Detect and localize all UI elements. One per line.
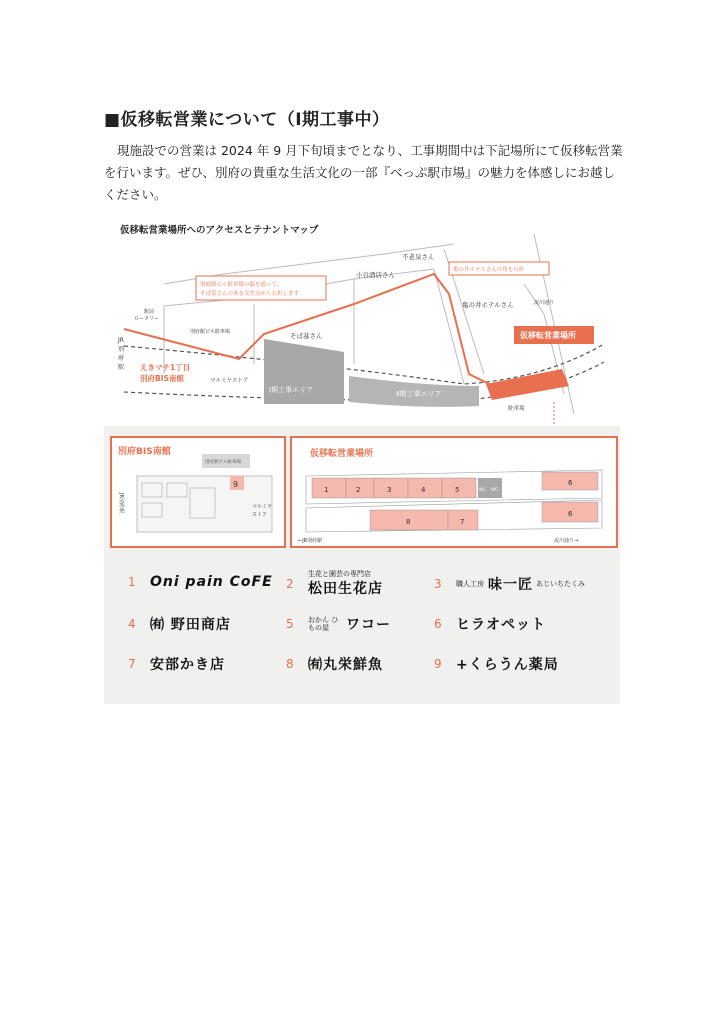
- unit-3-label: 3: [387, 486, 392, 494]
- tenant-6-name: ヒラオペット: [456, 617, 546, 633]
- paragraph-line-2: を行います。ぜひ、別府の貴重な生活文化の一部『べっぷ駅市場』の魅力を体感しにお越し: [104, 165, 616, 180]
- tenant-8-num: 8: [286, 657, 294, 671]
- wc-2-label: WC: [491, 487, 498, 492]
- tenant-3: [434, 574, 589, 594]
- unit-6-bottom-label: 6: [568, 510, 573, 518]
- bis-floor-plan: [112, 438, 284, 546]
- tenant-9-name: +くらうん薬局: [456, 657, 559, 673]
- temp-site-block: [486, 369, 569, 400]
- jr-label-4: 駅: [118, 364, 125, 371]
- tenant-8: [286, 654, 383, 674]
- tenant-3-reading: あじいちたくみ: [536, 580, 585, 588]
- tenant-3-num: 3: [434, 577, 442, 591]
- tenant-5-name: ワコー: [346, 617, 391, 633]
- floor-panel: [104, 426, 620, 704]
- otani-label: 小谷酒店さん: [356, 271, 395, 279]
- bis-parking-label: 別府駅ビル駐車場: [205, 460, 241, 465]
- wc-1-label: WC: [479, 487, 486, 492]
- paragraph-line-3: ください。: [104, 187, 167, 202]
- tenant-1: [128, 574, 273, 590]
- jr-label-1: JR: [118, 337, 124, 344]
- parking-note-2: そば基さんのある交差点から右折します: [200, 291, 300, 297]
- kamenoi-turn-note: 亀の井ホテルさんの角を右折: [453, 267, 525, 273]
- paragraph-line-1: 現施設での営業は 2024 年 9 月下旬頃までとなり、工事期間中は下記場所にて仮移転営業: [117, 143, 623, 158]
- tenant-3-name: 味一匠: [488, 577, 533, 593]
- temp-floor-plan: [292, 438, 616, 546]
- area1-label: Ⅰ期工事エリア: [269, 386, 314, 394]
- rotary-label-2: ロータリー: [134, 316, 160, 322]
- tenant-5-subtitle: おかん ひもの屋: [308, 616, 339, 632]
- section-heading: ■仮移転営業について（Ⅰ期工事中）: [104, 110, 390, 130]
- map-title: 仮移転営業場所へのアクセスとテナントマップ: [120, 225, 319, 236]
- unit-4-label: 4: [421, 486, 426, 494]
- tenant-8-name: ㈲丸栄鮮魚: [308, 657, 383, 673]
- tenant-4-num: 4: [128, 617, 136, 631]
- tenant-2-name: 松田生花店: [308, 581, 383, 597]
- bis-marumiya-1: マルミヤ: [252, 504, 273, 510]
- bis-floor-box: [110, 436, 286, 548]
- tenant-1-num: 1: [128, 575, 136, 589]
- tenant-4: [128, 614, 231, 634]
- to-jr-label: ←JR別府駅: [298, 538, 323, 544]
- tenant-2-subtitle: 生花と園芸の専門店: [308, 570, 371, 578]
- tenant-6-num: 6: [434, 617, 442, 631]
- area2-label: Ⅱ期工事エリア: [396, 390, 442, 398]
- tenant-2: [286, 570, 383, 598]
- unit-1-label: 1: [324, 486, 329, 494]
- ekibiru-parking-label: 別府駅ビル駐車場: [190, 329, 231, 335]
- unit-2-label: 2: [356, 486, 361, 494]
- temp-floor-box: [290, 436, 618, 548]
- bis-jr-label: JR別府駅: [118, 493, 124, 513]
- street-label: 流川通り: [534, 300, 555, 306]
- temp-title: 仮移転営業場所: [310, 449, 374, 459]
- tenant-6: [434, 614, 546, 634]
- ekimachi-label-2: 別府BIS南館: [140, 374, 184, 383]
- tenant-5: [286, 614, 391, 634]
- marumiya-label: マルミヤストア: [210, 378, 249, 384]
- unit-1: [312, 478, 346, 498]
- soba-label: そば基さん: [290, 332, 323, 340]
- to-street-label: 流川通り→: [554, 538, 579, 544]
- tenant-7-num: 7: [128, 657, 136, 671]
- unit-7-label: 7: [460, 518, 465, 526]
- area1-block: [264, 339, 344, 404]
- tenant-2-num: 2: [286, 577, 294, 591]
- fugen-label: 不老泉さん: [402, 253, 435, 261]
- tenant-4-name: ㈲ 野田商店: [150, 617, 231, 633]
- jr-label-3: 府: [118, 355, 125, 362]
- ekimachi-label-1: えきマチ1丁目: [140, 363, 191, 372]
- access-map: [104, 234, 620, 424]
- jr-label-2: 別: [118, 346, 125, 353]
- tenant-9: [434, 654, 559, 674]
- tenant-1-name: Oni pain CoFE: [150, 574, 273, 590]
- unit-8-label: 8: [406, 518, 411, 526]
- rotary-label-1: 駅前: [144, 309, 155, 315]
- parking-note-1: 別府駅ビル駐車場の脇を通って、: [200, 282, 283, 288]
- tenant-7-name: 安部かき店: [150, 657, 225, 673]
- kamenoi-label: 亀の井ホテルさん: [462, 301, 514, 309]
- bis-marumiya-2: ストア: [252, 512, 267, 518]
- tenant-9-num: 9: [434, 657, 442, 671]
- tenant-7: [128, 654, 225, 674]
- bis-unit-9-label: 9: [233, 480, 239, 489]
- bis-title: 別府BIS南館: [118, 447, 171, 457]
- tenant-5-num: 5: [286, 617, 294, 631]
- unit-6-top-label: 6: [568, 479, 573, 487]
- tenant-3-subtitle: 職人工房: [456, 580, 484, 588]
- unit-5-label: 5: [455, 486, 460, 494]
- temp-site-callout-label: 仮移転営業場所: [520, 331, 576, 340]
- parking-label: 駐車場: [508, 406, 525, 412]
- intro-paragraph: [104, 140, 624, 206]
